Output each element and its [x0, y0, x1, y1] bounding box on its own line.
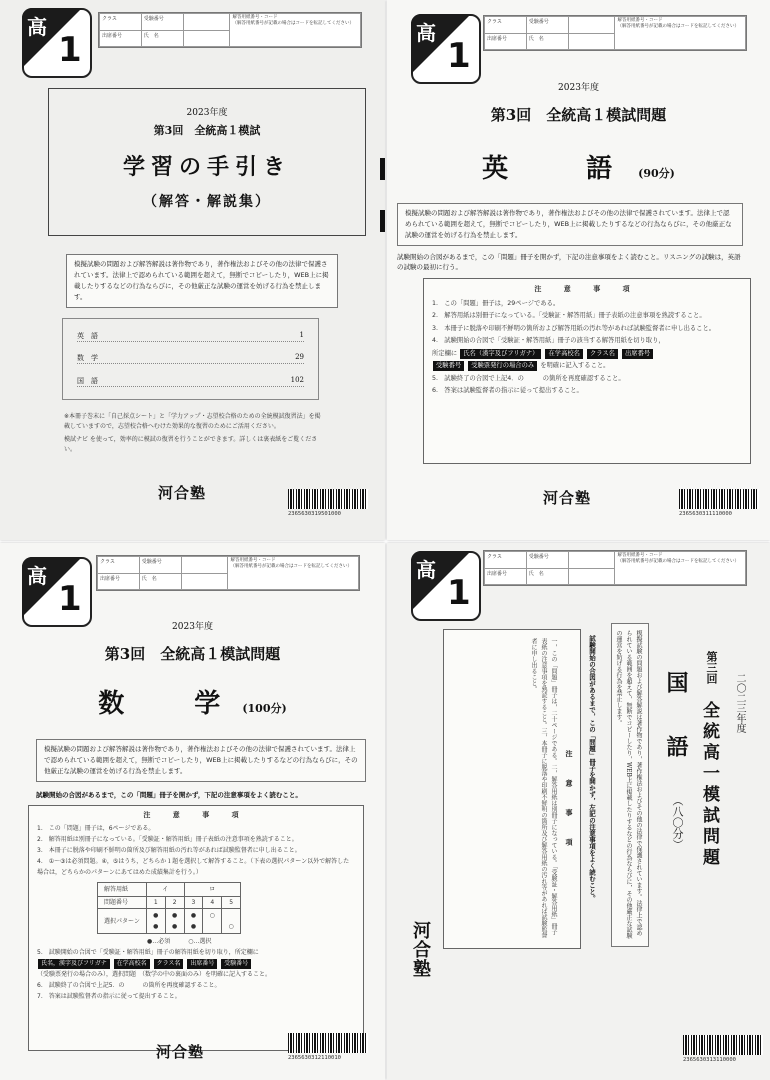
booklet-english: 高 1 クラス 受験番号 解答用紙番号・コード （解答用紙番号が記載の場合はコードを転記してください） 出席番号 氏 名 2023年度 第3回 全統高１模試問題 英 語(90分) 模擬試験の問題および解答解説は著作物であり，著作権法およびその他の法律で保護されています。法律上で認められている範囲を超えて，無断でコピーしたり，WEB上に掲載したりするなどの行為ならびに，その他厳正な試験の運営を妨げる行為を禁止します。 試験開始の合図があるまで，この「問題」冊子を開かず，下記の注意事項をよく読むこと。リスニングの試験は，英語の試験の最初に行う。 注 意 事 項 1. この「問題」冊子は，29ページである。 2. 解答用紙は別冊子になっている。「受験証・解答用紙」冊子表紙の注意事項を熟読すること。 3. 本冊子に脱落や印刷不鮮明の箇所および解答用紙の汚れ等があれば試験監督者に申し出ること。 4. 試験開始の合図で「受験証・解答用紙」冊子の該当する解答用紙を切り取り， 所定欄に 氏名（漢字及びフリガナ） 在学高校名 クラス名 出席番号 受験番号 受験票発行の場合のみ を明確に記入すること。 5. 試験終了の合図で上記4．の の箇所を再度確認すること。 6. 答案は試験監督者の指示に従って提出すること。 河合塾 2365630311110000 [387, 0, 770, 540]
exam-year: 2023年度 [558, 83, 599, 93]
required-field-tag: クラス名 [154, 959, 184, 969]
exam-round: 第3回 全統高１模試問題 [104, 645, 281, 663]
edge-mark [380, 158, 385, 180]
student-info-box: クラス 受験番号 解答用紙番号・コード （解答用紙番号が記載の場合はコードを転記してください） 出席番号 氏 名 [98, 12, 362, 48]
publisher-logo: 河合塾 [158, 484, 207, 502]
required-field-tag: 在学高校名 [114, 959, 150, 969]
booklet-study-guide: 高 1 クラス 受験番号 解答用紙番号・コード （解答用紙番号が記載の場合はコードを転記してください） 出席番号 氏 名 2023年度 第3回 全統高１模試 学習の手引き （解答・解説集） 模擬試験の問題および解答解説は著作物であり，著作権法およびその他の法律で保護されています。法律上で認められている範囲を超えて，無断でコピーしたり，WEB上に掲載したりするなどの行為ならびに，その他厳正な試験の運営を妨げる行為を禁止します。 英 語 1 数 学 29 国 語 102 ※本冊子巻末に「自己採点シート」と「学力アップ・志望校合格のための全統模試復習法」を掲載していますので，志望校合格へむけた効果的な復習のためにご活用ください。 模試ナビ を使って，効率的に模試の復習を行うことができます。詳しくは裏表紙をご覧ください。 河合塾 2365630319501000 [0, 0, 385, 540]
toc-row: 英 語 1 [77, 331, 304, 340]
barcode [288, 489, 368, 509]
required-field-tag: 在学高校名 [545, 349, 582, 359]
instruction-lead: 試験開始の合図があるまで，この「問題」冊子を開かず，下記の注意事項をよく読むこと。 [36, 791, 302, 799]
copyright-notice: 模擬試験の問題および解答解説は著作物であり，著作権法およびその他の法律で保護されています。法律上で認められている範囲を超えて，無断でコピーしたり，WEB上に掲載したりするなどの行為ならびに，その他厳正な試験の運営を妨げる行為を禁止します。 [611, 623, 649, 947]
barcode [679, 489, 759, 509]
subject-title: 英 語(90分) [482, 154, 675, 184]
required-field-tag: 出席番号 [187, 959, 217, 969]
table-of-contents [62, 318, 319, 400]
required-field-tag: 氏名，漢字及びフリガナ [38, 959, 110, 969]
publisher-logo: 河合塾 [543, 489, 592, 507]
title-box [48, 88, 366, 236]
student-info-box: クラス 受験番号 解答用紙番号・コード （解答用紙番号が記載の場合はコードを転記してください） 出席番号 氏 名 [96, 555, 360, 591]
required-field-tag: クラス名 [587, 349, 618, 359]
exam-year: 2023年度 [172, 622, 213, 632]
rules-box: 注 意 事 項 一，この「問題」冊子は，二十ページである。二，解答用紙は別冊子になっている。「受験証・解答用紙」冊子表紙の注意事項を熟読すること。三，本冊子に脱落や印刷不鮮明の箇所及び解答用紙の汚れ等があれば試験監督者に申し出ること。 [443, 629, 581, 949]
required-field-tag: 受験番号 [221, 959, 251, 969]
selection-pattern-table: 解答用紙 イ ロ 問題番号 1 2 3 4 5 選択パターン ● ● ● ● ● ● ○ ○ [97, 882, 241, 934]
student-info-box: クラス 受験番号 解答用紙番号・コード （解答用紙番号が記載の場合はコードを転記してください） 出席番号 氏 名 [483, 15, 747, 51]
booklet-math: 高 1 クラス 受験番号 解答用紙番号・コード （解答用紙番号が記載の場合はコードを転記してください） 出席番号 氏 名 2023年度 第3回 全統高１模試問題 数 学(100分) 模擬試験の問題および解答解説は著作物であり，著作権法およびその他の法律で保護されています。法律上で認められている範囲を超えて，無断でコピーしたり，WEB上に掲載したりするなどの行為ならびに，その他厳正な試験の運営を妨げる行為を禁止します。 試験開始の合図があるまで，この「問題」冊子を開かず，下記の注意事項をよく読むこと。 注 意 事 項 1. この「問題」冊子は，6ページである。 2. 解答用紙は別冊子になっている。「受験証・解答用紙」冊子表紙の注意事項を熟読すること。 3. 本冊子に脱落や印刷不鮮明の箇所及び解答用紙の汚れ等があれば試験監督者に申し出ること。 4. ①〜③は必須問題。④，⑤はうち，どちらか１題を選択して解答すること。（下表の選択パターン以外で解答した場合は，どちらかのパターンにあてはめた成績集計を行う。） 解答用紙 イ ロ 問題番号 1 2 3 4 5 選択パターン ● ● ● ● ● ● ○ ○ ●…必須 ○…選択 5. 試験開始の合図で「受験証・解答用紙」冊子の解答用紙を切り取り，所定欄に 氏名，漢字及びフリガナ 在学高校名 クラス名 出席番号 受験番号 （受験票発行の場合のみ），選択問題 （数学の中の裏面のみ）を明確に記入すること。 6. 試験終了の合図で上記5．の の箇所を再度確認すること。 7. 答案は試験監督者の指示に従って提出すること。 河合塾 2365630312110010 [0, 543, 385, 1080]
exam-round: 第3回 全統高１模試問題 [490, 106, 667, 124]
exam-round: 第3回 全統高１模試 [153, 124, 261, 137]
copyright-notice: 模擬試験の問題および解答解説は著作物であり，著作権法およびその他の法律で保護されています。法律上で認められている範囲を超えて，無断でコピーしたり，WEB上に掲載したりするなどの行為ならびに，その他厳正な試験の運営を妨げる行為を禁止します。 [36, 739, 366, 782]
instruction-lead: 試験開始の合図があるまで，この「問題」冊子を開かず，左記の注意事項をよく読むこと。 [588, 635, 596, 902]
booklet-japanese: 高 1 クラス 受験番号 解答用紙番号・コード （解答用紙番号が記載の場合はコードを転記してください） 出席番号 氏 名 二〇二三年度 第三回 全統高一模試問題 国 語 （八〇分） 模擬試験の問題および解答解説は著作物であり，著作権法およびその他の法律で保護されています。法律上で認められている範囲を超えて，無断でコピーしたり，WEB上に掲載したりするなどの行為ならびに，その他厳正な試験の運営を妨げる行為を禁止します。 試験開始の合図があるまで，この「問題」冊子を開かず，左記の注意事項をよく読むこと。 注 意 事 項 一，この「問題」冊子は，二十ページである。二，解答用紙は別冊子になっている。「受験証・解答用紙」冊子表紙の注意事項を熟読すること。三，本冊子に脱落や印刷不鮮明の箇所及び解答用紙の汚れ等があれば試験監督者に申し出ること。 河合塾 2365630313110000 [387, 543, 770, 1080]
grade-badge: 高 1 [22, 8, 90, 78]
grade-badge: 高 1 [22, 557, 90, 627]
rules-box: 注 意 事 項 1. この「問題」冊子は，6ページである。 2. 解答用紙は別冊子になっている。「受験証・解答用紙」冊子表紙の注意事項を熟読すること。 3. 本冊子に脱落や印刷不鮮明の箇所及び解答用紙の汚れ等があれば試験監督者に申し出ること。 4. ①〜③は必須問題。④，⑤はうち，どちらか１題を選択して解答すること。（下表の選択パターン以外で解答した場合は，どちらかのパターンにあてはめた成績集計を行う。） 解答用紙 イ ロ 問題番号 1 2 3 4 5 選択パターン ● ● ● ● ● ● ○ ○ ●…必須 ○…選択 5. 試験開始の合図で「受験証・解答用紙」冊子の解答用紙を切り取り，所定欄に 氏名，漢字及びフリガナ 在学高校名 クラス名 出席番号 受験番号 （受験票発行の場合のみ），選択問題 （数学の中の裏面のみ）を明確に記入すること。 6. 試験終了の合図で上記5．の の箇所を再度確認すること。 7. 答案は試験監督者の指示に従って提出すること。 [28, 805, 364, 1051]
required-field-tag: 出席番号 [622, 349, 653, 359]
exam-title: 全統高一模試問題 [699, 701, 719, 869]
required-field-tag: 氏名（漢字及びフリガナ） [460, 349, 541, 359]
edge-mark [380, 210, 385, 232]
subject-title: 数 学(100分) [98, 689, 287, 719]
copyright-notice: 模擬試験の問題および解答解説は著作物であり，著作権法およびその他の法律で保護されています。法律上で認められている範囲を超えて，無断でコピーしたり，WEB上に掲載したりするなどの行為ならびに，その他厳正な試験の運営を妨げる行為を禁止します。 [66, 254, 338, 308]
grade-badge: 高 1 [411, 14, 479, 84]
publisher-logo: 河合塾 [156, 1043, 205, 1061]
subject-title: 国 語 [663, 671, 689, 767]
required-field-tag: 受験番号 [433, 361, 464, 371]
exam-round: 第三回 [705, 651, 718, 684]
publisher-logo: 河合塾 [410, 921, 431, 978]
rules-box: 注 意 事 項 1. この「問題」冊子は，29ページである。 2. 解答用紙は別冊子になっている。「受験証・解答用紙」冊子表紙の注意事項を熟読すること。 3. 本冊子に脱落や印刷不鮮明の箇所および解答用紙の汚れ等があれば試験監督者に申し出ること。 4. 試験開始の合図で「受験証・解答用紙」冊子の該当する解答用紙を切り取り， 所定欄に 氏名（漢字及びフリガナ） 在学高校名 クラス名 出席番号 受験番号 受験票発行の場合のみ を明確に記入すること。 5. 試験終了の合図で上記4．の の箇所を再度確認すること。 6. 答案は試験監督者の指示に従って提出すること。 [423, 278, 751, 464]
required-field-tag: 受験票発行の場合のみ [468, 361, 537, 371]
grade-badge: 高 1 [411, 551, 479, 621]
barcode [288, 1033, 368, 1053]
booklet-title: 学習の手引き [122, 154, 291, 180]
booklet-subtitle: （解答・解説集） [143, 194, 271, 210]
student-info-box: クラス 受験番号 解答用紙番号・コード （解答用紙番号が記載の場合はコードを転記してください） 出席番号 氏 名 [483, 550, 747, 586]
toc-row: 国 語 102 [77, 376, 304, 385]
copyright-notice: 模擬試験の問題および解答解説は著作物であり，著作権法およびその他の法律で保護されています。法律上で認められている範囲を超えて，無断でコピーしたり，WEB上に掲載したりするなどの行為ならびに，その他厳正な試験の運営を妨げる行為を禁止します。 [397, 203, 743, 246]
toc-row: 数 学 29 [77, 353, 304, 362]
instruction-lead: 試験開始の合図があるまで，この「問題」冊子を開かず，下記の注意事項をよく読むこと。リスニングの試験は，英語の試験の最初に行う。 [397, 253, 741, 271]
exam-year: 2023年度 [186, 108, 228, 118]
review-info: ※本冊子巻末に「自己採点シート」と「学力アップ・志望校合格のための全統模試復習法」を掲載していますので，志望校合格へむけた効果的な復習のためにご活用ください。 模試ナビ を使って，効率的に模試の復習を行うことができます。詳しくは裏表紙をご覧ください。 [64, 413, 321, 453]
exam-year: 二〇二三年度 [734, 673, 745, 733]
exam-time: （八〇分） [671, 795, 684, 850]
barcode [683, 1035, 763, 1055]
